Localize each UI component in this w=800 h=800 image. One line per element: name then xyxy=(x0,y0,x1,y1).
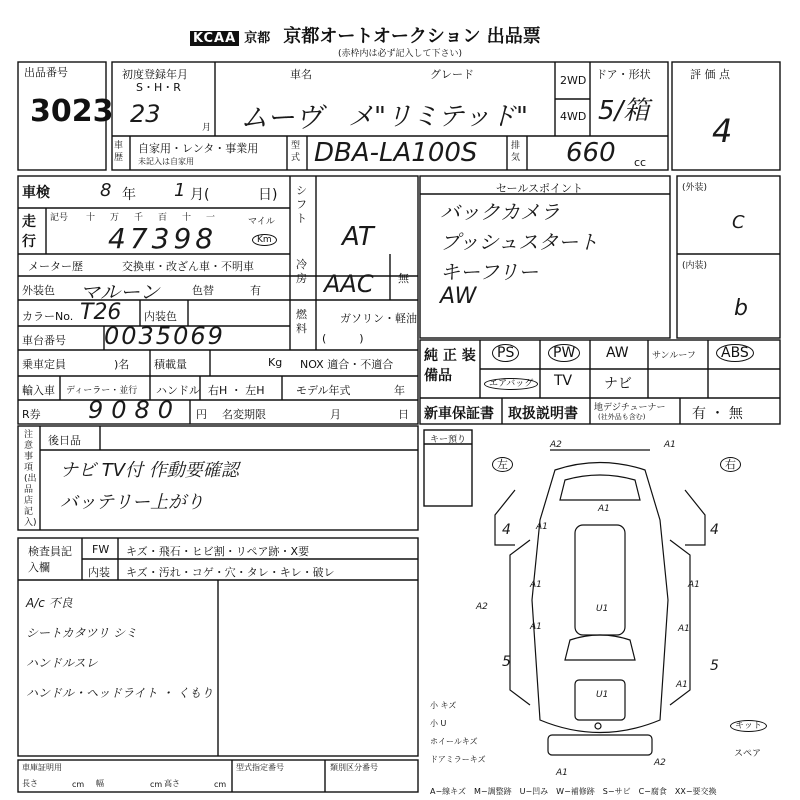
equip-ps: PS xyxy=(492,345,519,361)
footer-type-no: 型式指定番号 xyxy=(236,763,284,772)
notes-label: 注意事項(出品店記入) xyxy=(24,430,37,528)
mark-a2-front: A2 xyxy=(550,440,562,450)
interior-inspect-label: 内装 xyxy=(88,566,110,579)
capacity-label: 乗車定員 xyxy=(22,358,66,371)
footer-class-no: 類別区分番号 xyxy=(330,763,378,772)
legend-mirror: ドアミラーキズ xyxy=(430,755,486,764)
mark-a2-side: A2 xyxy=(476,602,488,612)
door-value: 5/箱 xyxy=(598,96,650,126)
load-label: 積載量 xyxy=(154,358,187,371)
cc-unit: cc xyxy=(634,156,647,169)
sales-point-2: プッシュスタート xyxy=(440,230,599,254)
kg-unit: Kg xyxy=(268,356,283,369)
history-label: 車歴 xyxy=(114,141,124,163)
logo: KCAA xyxy=(190,31,239,46)
model-code: DBA-LA100S xyxy=(314,138,478,168)
recycle-value: 9080 xyxy=(88,396,182,424)
car-diagram xyxy=(495,450,705,755)
mark-a1-lf: A1 xyxy=(536,522,548,532)
handle-label: ハンドル xyxy=(156,384,200,397)
key-label: キー預り xyxy=(430,435,467,445)
page-title: 京都オートオークション 出品票 xyxy=(283,26,541,47)
subtitle: (赤枠内は必ず記入して下さい) xyxy=(338,49,463,59)
first-reg-label: 初度登録年月 xyxy=(122,68,188,81)
interior-label: (内装) xyxy=(682,261,708,271)
history-options: 自家用・レンタ・事業用 xyxy=(138,142,259,155)
left-side-label: 左 xyxy=(492,457,513,472)
wheel-lf: 4 xyxy=(502,522,511,538)
score-value: 4 xyxy=(712,112,733,150)
legend-small-u: 小 U xyxy=(430,719,447,728)
warranty-doc: 新車保証書 xyxy=(424,406,494,422)
footer-length: 長さ xyxy=(22,779,38,788)
right-side-label: 右 xyxy=(720,457,741,472)
sales-point-4: AW xyxy=(440,284,477,309)
period-month: 月 xyxy=(330,408,341,421)
mark-a1-front: A1 xyxy=(664,440,676,450)
color-no-label: カラーNo. xyxy=(22,310,74,323)
footer-garage: 車庫証明用 xyxy=(22,763,62,772)
inspector-line-3: ハンドルスレ xyxy=(26,656,98,670)
mileage-note: 記号 xyxy=(50,213,69,223)
legend-wheel: ホイールキズ xyxy=(430,737,478,746)
mileage-label: 走行 xyxy=(22,214,36,250)
meter-label: メーター歴 xyxy=(28,260,83,273)
displacement-label: 排気 xyxy=(511,141,521,163)
footer-cm1: cm xyxy=(72,780,85,789)
mark-u1-roof: U1 xyxy=(596,604,609,614)
month-unit-2: 月( xyxy=(190,187,210,203)
color-no-value: T26 xyxy=(80,300,122,325)
equip-tv: TV xyxy=(554,373,573,389)
fuel-paren: ( ) xyxy=(322,332,364,345)
mileage-unit: マイル xyxy=(248,217,275,227)
nox-options: NOX 適合・不適合 xyxy=(300,358,394,371)
equipment-label: 純 正 装備品 xyxy=(424,348,476,384)
model-year-label: モデル年式 xyxy=(296,384,351,397)
mark-a1-rr: A1 xyxy=(678,624,690,634)
era-options: S・H・R xyxy=(136,81,181,94)
color-value: マルーン xyxy=(80,280,160,304)
handle-options: 右H ・ 左H xyxy=(208,384,265,397)
note-line-2: バッテリー上がり xyxy=(60,492,204,513)
mark-a1-lr: A1 xyxy=(530,622,542,632)
later-items-label: 後日品 xyxy=(48,434,81,447)
interior-inspect-text: キズ・汚れ・コゲ・穴・タレ・キレ・破レ xyxy=(126,566,335,579)
color-change-label: 色替 xyxy=(192,284,214,297)
spare-kit: キット xyxy=(730,720,767,732)
color-change-value: 有 xyxy=(250,284,261,297)
grade: メ"リミテッド" xyxy=(348,102,528,132)
recycle-unit: 円 xyxy=(196,408,207,421)
shift-label: シフト xyxy=(296,184,307,225)
year-unit: 年 xyxy=(122,187,136,203)
footer-width: 幅 xyxy=(96,779,104,788)
car-name: ムーヴ xyxy=(240,101,323,134)
drive-4wd: 4WD xyxy=(560,110,587,123)
mark-a1-rd: A1 xyxy=(688,580,700,590)
exterior-label: (外装) xyxy=(682,183,708,193)
interior-color-label: 内装色 xyxy=(144,310,177,323)
displacement-value: 660 xyxy=(566,138,616,168)
footer-legend: A−線キズ M−調整跡 U−凹み W−補修跡 S−サビ C−腐食 XX−要交換 xyxy=(430,787,717,796)
grade-label: グレード xyxy=(430,68,474,81)
first-reg-year: 23 xyxy=(130,100,161,128)
equip-aw: AW xyxy=(606,345,629,361)
equip-airbag: エアバッグ xyxy=(484,378,538,390)
month-unit: 月 xyxy=(202,123,212,133)
digital-tuner: 地デジチューナー xyxy=(594,403,666,413)
fuel-label: 燃料 xyxy=(296,308,307,335)
mileage-unit-km: Km xyxy=(252,234,277,246)
drive-2wd: 2WD xyxy=(560,74,587,87)
digital-tuner-note: (社外品も含む) xyxy=(598,413,646,421)
mark-a1-hood: A1 xyxy=(598,504,610,514)
fuel-options: ガソリン・軽油 xyxy=(340,312,417,325)
history-note: 未記入は自家用 xyxy=(138,157,194,166)
manual-doc: 取扱説明書 xyxy=(508,406,578,422)
score-label: 評 価 点 xyxy=(690,68,730,81)
inspector-line-1: A/c 不良 xyxy=(26,596,73,610)
period-day: 日 xyxy=(398,408,409,421)
shift-value: AT xyxy=(342,222,374,252)
recycle-label: R券 xyxy=(22,408,41,421)
import-label: 輸入車 xyxy=(22,384,55,397)
fw-text: キズ・飛石・ヒビ割・リペア跡・X要 xyxy=(126,545,310,558)
digital-yesno: 有 ・ 無 xyxy=(692,406,743,422)
import-dealer: ディーラー・並行 xyxy=(66,386,138,396)
footer-height: 高さ xyxy=(164,779,180,788)
header xyxy=(190,22,541,48)
wheel-lr: 5 xyxy=(502,654,511,670)
interior-value: b xyxy=(734,296,748,321)
color-label: 外装色 xyxy=(22,284,55,297)
spare-label: スペア xyxy=(734,749,762,759)
ac-label: 冷房 xyxy=(296,258,307,285)
mark-a1-ld: A1 xyxy=(530,580,542,590)
wheel-rr: 5 xyxy=(710,658,719,674)
chassis-value: 0035069 xyxy=(104,322,225,350)
note-line-1: ナビ TV付 作動要確認 xyxy=(60,460,239,481)
name-change-period: 名変期限 xyxy=(222,408,266,421)
inspection-month: 1 xyxy=(174,180,186,201)
logo-city: 京都 xyxy=(244,31,271,46)
legend-small-scratch: 小 キズ xyxy=(430,701,457,710)
equip-sunroof: サンルーフ xyxy=(652,351,696,361)
equip-navi: ナビ xyxy=(604,376,632,392)
model-label: 型式 xyxy=(291,141,301,163)
fw-label: FW xyxy=(92,543,110,556)
chassis-label: 車台番号 xyxy=(22,334,66,347)
wheel-rf: 4 xyxy=(710,522,719,538)
mark-a1-rear: A1 xyxy=(556,768,568,778)
footer-cm3: cm xyxy=(214,780,227,789)
ac-none: 無 xyxy=(398,272,409,285)
day-unit: 日) xyxy=(258,187,278,203)
meter-options: 交換車・改ざん車・不明車 xyxy=(122,260,254,273)
model-year-unit: 年 xyxy=(394,384,405,397)
equip-abs: ABS xyxy=(716,345,754,361)
sales-point-1: バックカメラ xyxy=(440,200,560,224)
inspector-line-2: シートカタツリ シミ xyxy=(26,626,138,640)
sales-point-3: キーフリー xyxy=(440,260,539,284)
mark-u1-trunk: U1 xyxy=(596,690,609,700)
exterior-value: C xyxy=(732,212,745,233)
car-name-label: 車名 xyxy=(290,68,312,81)
equip-pw: PW xyxy=(548,345,580,361)
mark-a1-rq: A1 xyxy=(676,680,688,690)
digit-headers: 十万千百十一 xyxy=(86,213,231,223)
lot-number: 3023 xyxy=(30,94,114,129)
inspector-line-4: ハンドル・ヘッドライト ・ くもり xyxy=(26,686,214,700)
footer-cm2: cm xyxy=(150,780,163,789)
mileage-value: 47398 xyxy=(108,222,218,255)
ac-value: AAC xyxy=(324,270,374,298)
sales-points-label: セールスポイント xyxy=(496,182,584,195)
inspection-label: 車検 xyxy=(22,185,50,201)
inspection-year: 8 xyxy=(100,180,112,201)
mark-a2-rear: A2 xyxy=(654,758,666,768)
inspector-label: 検査員記入欄 xyxy=(28,545,72,574)
capacity-unit: )名 xyxy=(114,358,130,371)
lot-label: 出品番号 xyxy=(24,66,68,79)
door-label: ドア・形状 xyxy=(596,68,651,81)
